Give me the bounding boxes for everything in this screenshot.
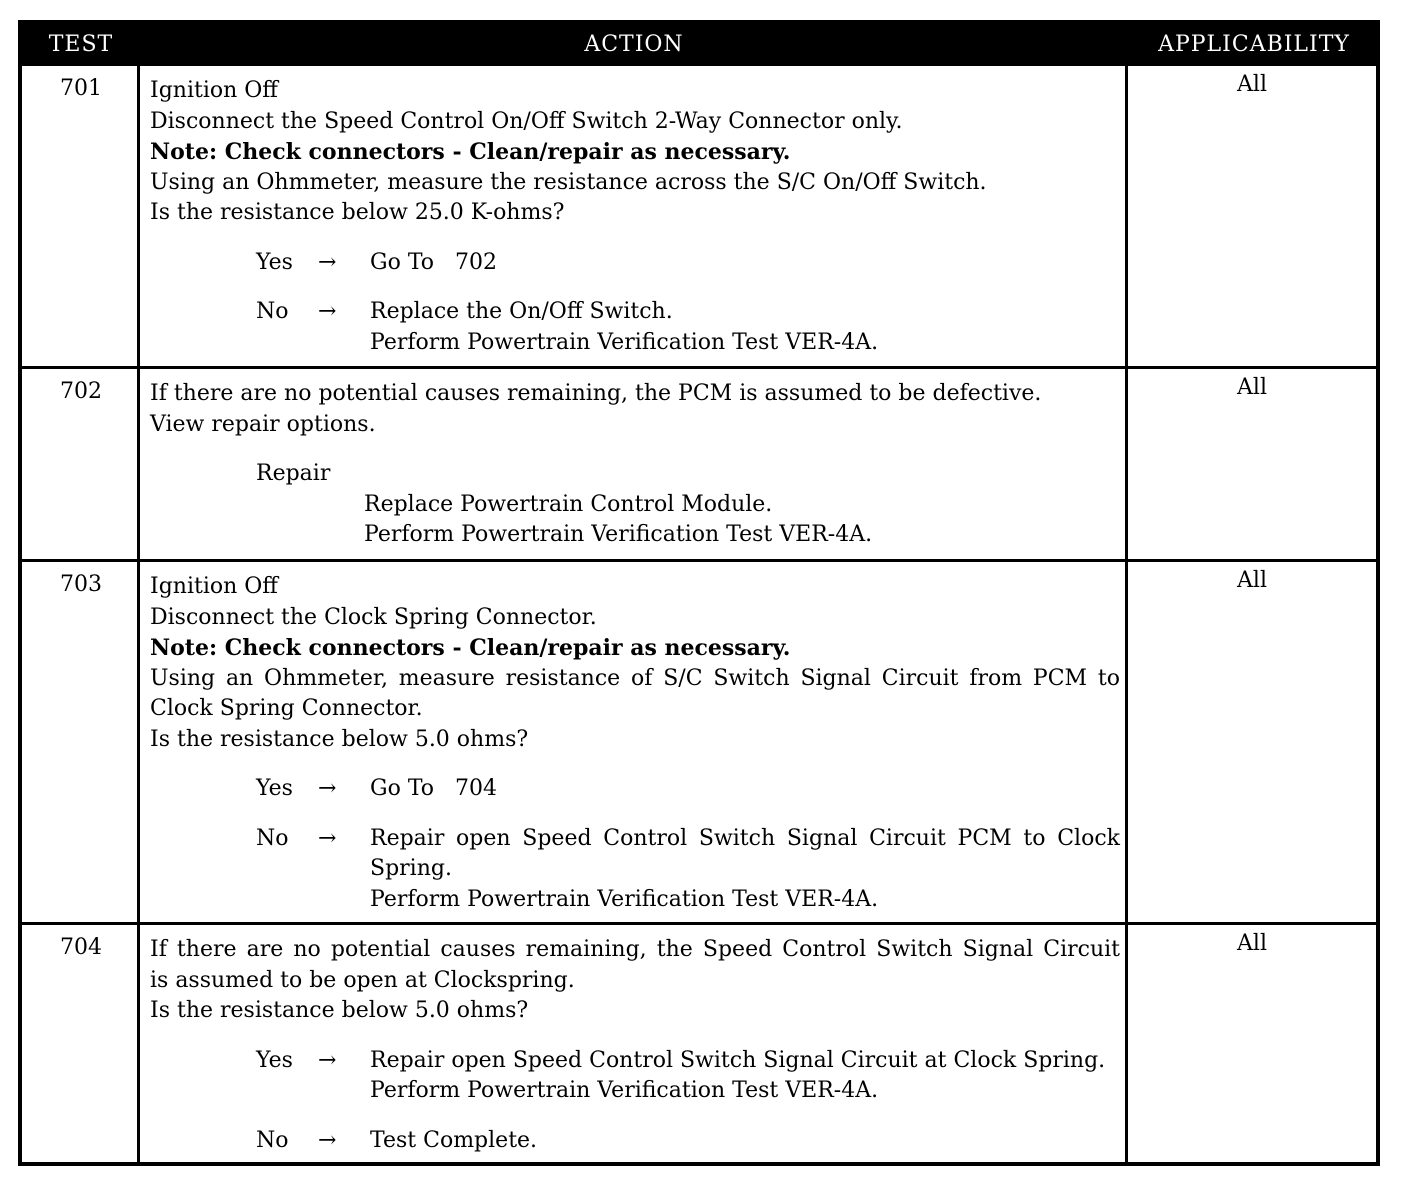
no-result: Replace the On/Off Switch. (370, 299, 673, 324)
no-label: No (256, 825, 289, 851)
no-result: Spring. (370, 856, 452, 881)
no-option (150, 297, 1120, 358)
test-number: 702 (60, 379, 102, 404)
yes-option (150, 1046, 1120, 1107)
no-label: No (256, 299, 289, 324)
table-row (22, 63, 1376, 366)
yes-result: Perform Powertrain Verification Test VER-4A. (370, 1078, 879, 1103)
action-line: Disconnect the Clock Spring Connector. (150, 604, 597, 630)
yes-label: Yes (256, 776, 293, 801)
action-cell (150, 379, 1120, 551)
repair-item: Perform Powertrain Verification Test VER-4A. (364, 522, 873, 547)
arrow-icon: → (318, 1047, 337, 1073)
test-number: 701 (60, 76, 102, 101)
note-line: Note: Check connectors - Clean/repair as necessary. (150, 139, 791, 165)
repair-label: Repair (256, 461, 331, 486)
action-line: Is the resistance below 5.0 ohms? (150, 998, 529, 1023)
action-line: Ignition Off (150, 78, 278, 103)
action-cell (150, 935, 1120, 1156)
action-line: Ignition Off (150, 574, 278, 599)
no-result: Perform Powertrain Verification Test VER-4A. (370, 886, 879, 912)
test-number: 704 (60, 935, 102, 960)
applicability-value: All (1237, 931, 1267, 956)
action-cell (150, 572, 1120, 915)
header-test: TEST (48, 32, 114, 57)
arrow-icon: → (318, 825, 337, 851)
action-line: Using an Ohmmeter, measure the resistance across the S/C On/Off Switch. (150, 169, 987, 195)
yes-result: Go To 702 (370, 249, 497, 275)
repair-option (150, 459, 1120, 551)
header-applicability: APPLICABILITY (1158, 32, 1350, 57)
action-line: If there are no potential causes remaining, the PCM is assumed to be defective. (150, 381, 1042, 406)
applicability-value: All (1237, 568, 1267, 593)
test-number: 703 (60, 572, 102, 597)
header-action: ACTION (584, 32, 684, 57)
action-line: is assumed to be open at Clockspring. (150, 967, 575, 993)
action-cell (150, 76, 1120, 358)
yes-result: Repair open Speed Control Switch Signal Circuit at Clock Spring. (370, 1047, 1106, 1073)
arrow-icon: → (318, 249, 337, 275)
action-line: Is the resistance below 25.0 K-ohms? (150, 200, 565, 225)
yes-option (150, 774, 1120, 805)
arrow-icon: → (318, 776, 337, 801)
action-line: Using an Ohmmeter, measure resistance of S/C Switch Signal Circuit from PCM to (150, 665, 1120, 691)
table-row (22, 366, 1376, 559)
note-line: Note: Check connectors - Clean/repair as necessary. (150, 635, 791, 661)
yes-label: Yes (256, 249, 293, 275)
arrow-icon: → (318, 299, 337, 324)
table-row (22, 922, 1376, 1163)
table-row (22, 559, 1376, 922)
arrow-icon: → (318, 1127, 337, 1153)
no-result: Perform Powertrain Verification Test VER-4A. (370, 329, 879, 355)
yes-option (150, 248, 1120, 279)
action-line: View repair options. (150, 411, 376, 437)
yes-result: Go To 704 (370, 776, 497, 801)
action-line: If there are no potential causes remaining, the Speed Control Switch Signal Circuit (150, 937, 1120, 962)
yes-label: Yes (256, 1047, 293, 1073)
action-line: Clock Spring Connector. (150, 696, 423, 721)
no-result: Repair open Speed Control Switch Signal Circuit PCM to Clock (370, 825, 1120, 851)
table-header (22, 24, 1376, 66)
applicability-value: All (1237, 72, 1267, 97)
diagnostic-table (18, 20, 1380, 1166)
no-label: No (256, 1127, 289, 1153)
no-option (150, 824, 1120, 916)
applicability-value: All (1237, 375, 1267, 400)
no-result: Test Complete. (370, 1127, 538, 1153)
action-line: Disconnect the Speed Control On/Off Switch 2-Way Connector only. (150, 108, 903, 134)
repair-item: Replace Powertrain Control Module. (364, 491, 773, 517)
no-option (150, 1126, 1120, 1157)
action-line: Is the resistance below 5.0 ohms? (150, 726, 529, 752)
